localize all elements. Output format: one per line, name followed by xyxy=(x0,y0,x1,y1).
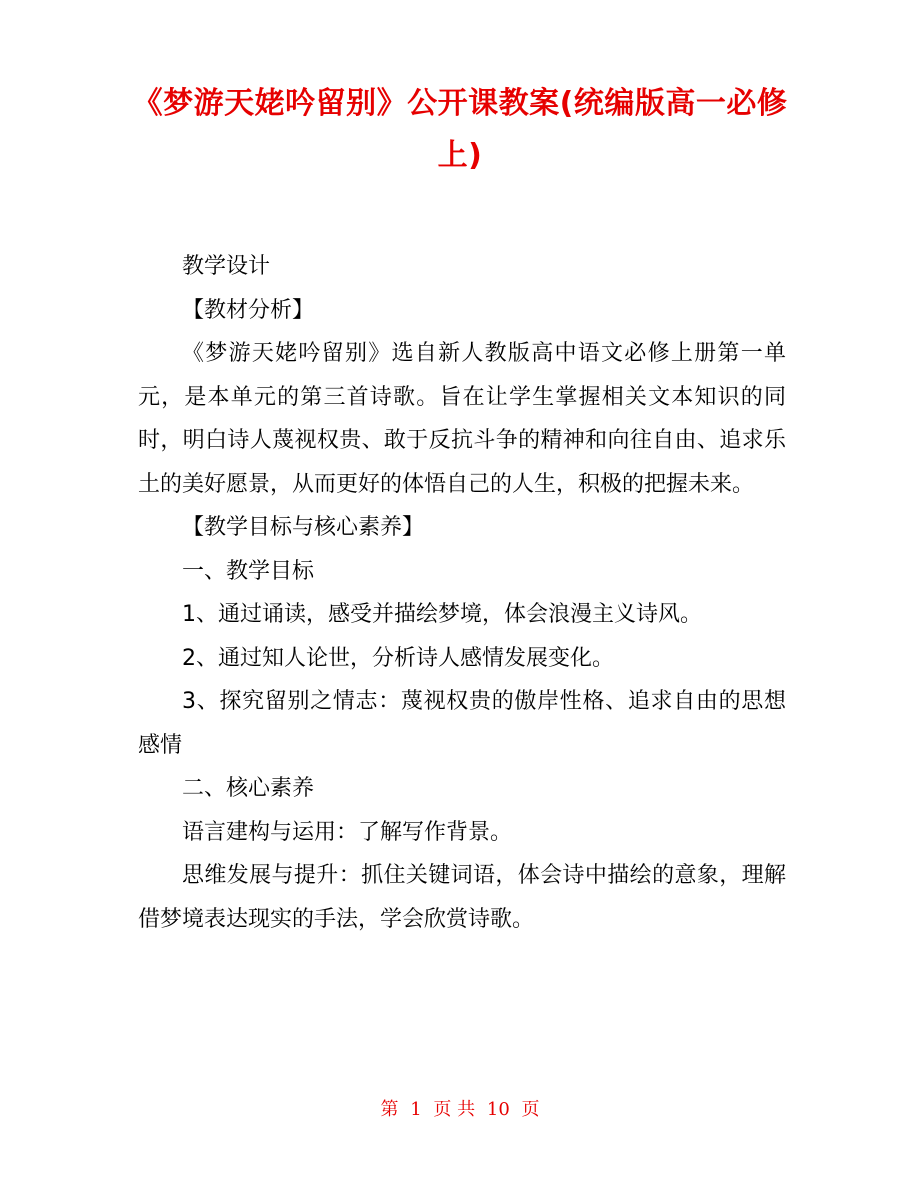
paragraph-teaching-goals-heading: 一、教学目标 xyxy=(182,558,315,584)
paragraph-goal-2: 2、通过知人论世，分析诗人感情发展变化。 xyxy=(182,645,614,671)
paragraph-material-analysis-heading: 【教材分析】 xyxy=(182,297,315,323)
paragraph-thinking-development: 思维发展与提升：抓住关键词语，体会诗中描绘的意象，理解借梦境表达现实的手法，学会欣赏诗歌。 xyxy=(138,863,786,932)
paragraph-goal-3: 3、探究留别之情志：蔑视权贵的傲岸性格、追求自由的思想感情 xyxy=(138,689,786,758)
footer-middle: 页 共 xyxy=(433,1099,476,1120)
paragraph-core-literacy-heading: 二、核心素养 xyxy=(182,776,315,801)
footer-page-number: 1 xyxy=(410,1099,422,1120)
paragraph-goal-1: 1、通过诵读，感受并描绘梦境，体会浪漫主义诗风。 xyxy=(182,602,702,627)
page-footer xyxy=(0,1098,920,1122)
paragraph-language-construction: 语言建构与运用：了解写作背景。 xyxy=(182,819,513,845)
paragraph-material-analysis: 《梦游天姥吟留别》选自新人教版高中语文必修上册第一单元，是本单元的第三首诗歌。旨在让学生掌握相关文本知识的同时，明白诗人蔑视权贵、敢于反抗斗争的精神和向往自由、追求乐土的美好愿景，从而更好的体悟自己的人生，积极的把握未来。 xyxy=(138,341,786,497)
paragraph-goals-heading: 【教学目标与核心素养】 xyxy=(182,515,425,540)
document-title: 《梦游天姥吟留别》公开课教案(统编版高一必修上) xyxy=(132,86,788,173)
document-body xyxy=(138,245,786,941)
footer-prefix: 第 xyxy=(380,1099,399,1120)
footer-suffix: 页 xyxy=(521,1099,540,1120)
footer-total-pages: 10 xyxy=(486,1099,510,1120)
paragraph-design-heading: 教学设计 xyxy=(182,254,271,279)
